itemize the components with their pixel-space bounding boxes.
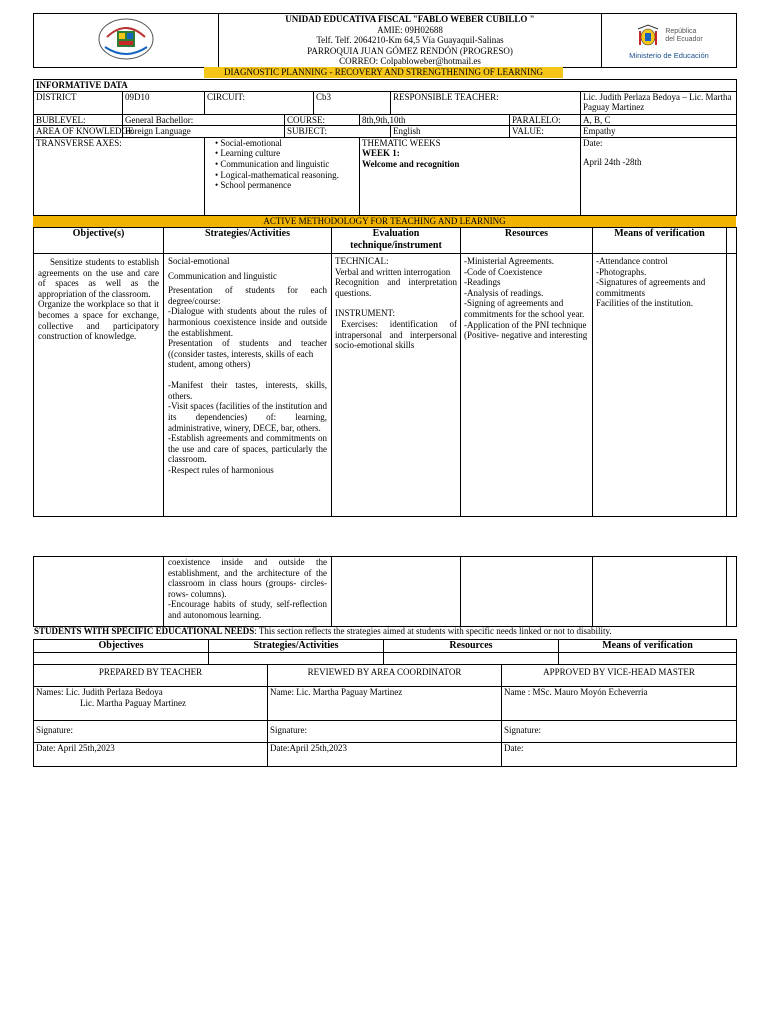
informative-table <box>33 79 737 216</box>
area-label: AREA OF KNOWLEDGE <box>34 126 123 138</box>
area-value: Foreign Language <box>123 126 285 138</box>
objective-1: Sensitize students to establish agreements on the use and care of spaces as well as the appropriation of the classroom. <box>38 257 159 299</box>
sn-empty-cell <box>559 652 737 664</box>
school-crest-icon <box>97 17 155 61</box>
school-amie: AMIE: 09H02688 <box>377 24 443 35</box>
sn-col-strategies: Strategies/Activities <box>209 640 384 653</box>
resource-item: -Application of the PNI technique (Positive- negative and interesting <box>464 319 588 341</box>
axis-item: • Learning culture <box>215 148 357 159</box>
resources-cell-continued <box>461 557 593 627</box>
special-needs-line <box>34 626 734 637</box>
prepared-name-1: Names: Lic. Judith Perlaza Bedoya <box>36 687 163 697</box>
strategy-heading: Social-emotional <box>168 256 230 266</box>
special-needs-table <box>33 639 737 665</box>
resource-item: -Analysis of readings. <box>464 287 544 298</box>
sn-empty-cell <box>209 652 384 664</box>
special-needs-text: : This section reflects the strategies aimed at students with specific needs linked or not to disability. <box>254 626 612 636</box>
strategy-line: Presentation of students and teacher ((consider tastes, interests, skills of each <box>168 338 327 359</box>
ministry-line2: del Ecuador <box>665 35 703 43</box>
resource-item: -Signing of agreements and commitments for the school year. <box>464 298 585 320</box>
methodology-banner <box>33 216 736 227</box>
date-cell <box>581 137 737 215</box>
sublevel-value: General Bachellor: <box>123 114 285 126</box>
technical-text: Verbal and written interrogation <box>335 266 451 277</box>
evaluation-cell-continued <box>332 557 461 627</box>
value-label: VALUE: <box>510 126 581 138</box>
strategy-continued: -Encourage habits of study, self-reflection and autonomous learning. <box>168 599 327 621</box>
school-phone: Telf. Telf. 2064210-Km 64,5 Vía Guayaquil-Salinas <box>316 35 504 46</box>
instrument-text: Exercises: identification of intrapersonal and interpersonal socio-emotional skills <box>335 319 457 351</box>
teacher-value: Lic. Judith Perlaza Bedoya – Lic. Martha Paguay Martinez <box>581 91 737 114</box>
ministry-name: Ministerio de Educación <box>629 50 709 60</box>
methodology-banner-text: ACTIVE METHODOLOGY FOR TEACHING AND LEARNING <box>263 216 506 226</box>
col-verification: Means of verification <box>593 228 727 254</box>
paralelo-label: PARALELO: <box>510 114 581 126</box>
prepared-names <box>34 687 268 721</box>
strategy-continued: coexistence inside and outside the establishment, and the architecture of the classroom in class hours (groups- circles- rows- columns). <box>168 557 327 599</box>
approved-title: APPROVED BY VICE-HEAD MASTER <box>502 665 737 687</box>
circuit-value: Cb3 <box>314 91 391 114</box>
axes-list-cell <box>205 137 360 215</box>
school-parish: PARROQUIA JUAN GÓMEZ RENDÓN (PROGRESO) <box>307 45 513 56</box>
paralelo-value: A, B, C <box>581 114 737 126</box>
strategy-line: -Manifest their tastes, interests, skills, others. <box>168 380 327 401</box>
verification-item: -Photographs. <box>596 266 647 277</box>
signatures-table <box>33 664 737 767</box>
subject-label: SUBJECT: <box>285 126 391 138</box>
prepared-name-2: Lic. Martha Paguay Martinez <box>80 697 186 708</box>
approved-signature: Signature: <box>502 721 737 743</box>
strategy-line: -Respect rules of harmonious <box>168 464 274 475</box>
date-label: Date: <box>583 137 603 148</box>
verification-item: -Attendance control <box>596 256 668 266</box>
date-value: April 24th -28th <box>583 157 642 168</box>
axis-item: • Communication and linguistic <box>215 159 357 170</box>
col-strategies: Strategies/Activities <box>164 228 332 254</box>
weeks-label: THEMATIC WEEKS <box>362 137 441 148</box>
district-value: 09D10 <box>123 91 205 114</box>
col-evaluation: Evaluation technique/instrument <box>332 228 461 254</box>
sn-col-resources: Resources <box>384 640 559 653</box>
col-objectives: Objective(s) <box>34 228 164 254</box>
ecuador-coat-of-arms-icon <box>635 23 661 49</box>
course-value: 8th,9th,10th <box>360 114 510 126</box>
strategy-line: student, among others) <box>168 359 251 370</box>
evaluation-cell <box>332 254 461 517</box>
objective-2: Organize the workplace so that it becomes a space for exchange, collective and participatory construction of knowledge. <box>38 299 159 342</box>
week-topic: Welcome and recognition <box>362 159 460 170</box>
verification-cell-continued <box>593 557 727 627</box>
sn-col-objectives: Objectives <box>34 640 209 653</box>
resource-item: -Code of Coexistence <box>464 266 542 277</box>
sn-empty-cell <box>34 652 209 664</box>
strategy-line: Presentation of students for each degree/course: <box>168 285 327 306</box>
methodology-continued-table <box>33 556 737 627</box>
diagnostic-banner <box>204 67 563 78</box>
circuit-label: CIRCUIT: <box>205 91 314 114</box>
subject-value: English <box>391 126 510 138</box>
methodology-table <box>33 227 737 517</box>
spacer-cell <box>727 228 737 254</box>
prepared-title: PREPARED BY TEACHER <box>34 665 268 687</box>
recognition-text: Recognition and interpretation questions. <box>335 277 457 298</box>
prepared-date: Date: April 25th,2023 <box>34 743 268 767</box>
strategy-line: -Establish agreements and commitments on the use and care of spaces, particularly the classroom. <box>168 433 327 465</box>
verification-item: -Signatures of agreements and commitments <box>596 277 706 298</box>
thematic-weeks-cell <box>360 137 581 215</box>
school-info <box>219 14 602 68</box>
reviewed-signature: Signature: <box>268 721 502 743</box>
ministry-logo-cell <box>602 14 737 68</box>
spacer-cell <box>727 254 737 517</box>
sn-empty-cell <box>384 652 559 664</box>
value-value: Empathy <box>581 126 737 138</box>
resource-item: -Ministerial Agreements. <box>464 256 554 266</box>
school-name: UNIDAD EDUCATIVA FISCAL "FABLO WEBER CUBILLO " <box>285 14 535 24</box>
district-label: DISTRICT <box>34 91 123 114</box>
school-email: CORREO: Colpabloweber@hotmail.es <box>339 56 481 67</box>
axis-item: • School permanence <box>215 180 357 191</box>
axes-list <box>207 138 357 191</box>
teacher-label: RESPONSIBLE TEACHER: <box>391 91 581 114</box>
objectives-cell-continued <box>34 557 164 627</box>
diagnostic-banner-text: DIAGNOSTIC PLANNING - RECOVERY AND STRENGTHENING OF LEARNING <box>224 67 543 77</box>
sn-col-verification: Means of verification <box>559 640 737 653</box>
axis-item: • Logical-mathematical reasoning. <box>215 170 357 181</box>
strategy-line <box>168 370 327 380</box>
header-table <box>33 13 737 68</box>
sublevel-label: BUBLEVEL: <box>34 114 123 126</box>
special-needs-title: STUDENTS WITH SPECIFIC EDUCATIONAL NEEDS <box>34 626 255 636</box>
resource-item: -Readings <box>464 277 501 288</box>
strategies-cell <box>164 254 332 517</box>
school-logo-cell <box>34 14 219 68</box>
week-label: WEEK 1: <box>362 148 400 159</box>
strategy-line: -Dialogue with students about the rules of harmonious coexistence inside and outside the establishment. <box>168 306 327 338</box>
reviewed-date: Date:April 25th,2023 <box>268 743 502 767</box>
objectives-cell <box>34 254 164 517</box>
axis-item: • Social-emotional <box>215 138 357 149</box>
prepared-signature: Signature: <box>34 721 268 743</box>
approved-name: Name : MSc. Mauro Moyón Echeverria <box>502 687 737 721</box>
strategy-line: -Visit spaces (facilities of the institution and its dependencies) of: learning, administrative, winery, DECE, bar, others. <box>168 401 327 433</box>
strategy-heading: Communication and linguistic <box>168 270 277 281</box>
strategies-cell-continued <box>164 557 332 627</box>
spacer-cell <box>727 557 737 627</box>
technical-label: TECHNICAL: <box>335 256 389 266</box>
reviewed-name: Name: Lic. Martha Paguay Martinez <box>268 687 502 721</box>
verification-item: Facilities of the institution. <box>596 298 693 309</box>
approved-date: Date: <box>502 743 737 767</box>
col-resources: Resources <box>461 228 593 254</box>
reviewed-title: REVIEWED BY AREA COORDINATOR <box>268 665 502 687</box>
ministry-line1: República <box>665 27 697 35</box>
informative-title: INFORMATIVE DATA <box>34 80 737 92</box>
axes-label: TRANSVERSE AXES: <box>34 137 205 215</box>
instrument-label: INSTRUMENT: <box>335 308 396 319</box>
course-label: COURSE: <box>285 114 360 126</box>
verification-cell <box>593 254 727 517</box>
resources-cell <box>461 254 593 517</box>
